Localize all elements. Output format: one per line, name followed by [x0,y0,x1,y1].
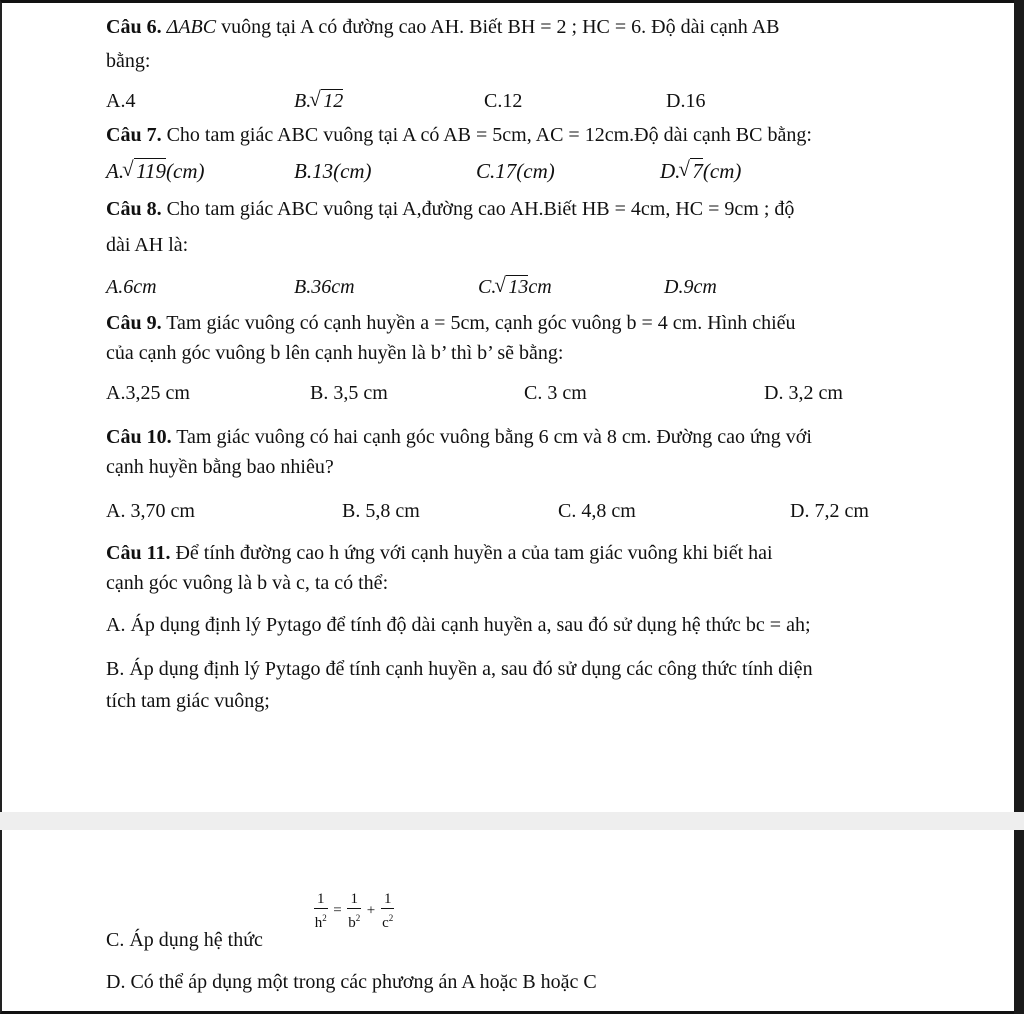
question-10-line-1 [106,425,812,449]
q11-option-d: D. Có thể áp dụng một trong các phương án A hoặc B hoặc C [106,971,597,993]
q11-option-b-line-1: B. Áp dụng định lý Pytago để tính cạnh huyền a, sau đó sử dụng các công thức tính diện [106,658,813,680]
q10-option-d: D. 7,2 cm [790,500,869,522]
q8-option-d: D.9cm [664,276,717,298]
q9-option-a: A.3,25 cm [106,382,190,404]
question-8-stem: Cho tam giác ABC vuông tại A,đường cao AH.Biết HB = 4cm, HC = 9cm ; độ [166,198,795,220]
question-10-line-2: cạnh huyền bằng bao nhiêu? [106,456,334,478]
q7-option-c: C.17(cm) [476,159,555,183]
q9-option-d: D. 3,2 cm [764,382,843,404]
q8-option-c: C.√ 13cm [478,275,552,299]
question-9-line-2: của cạnh góc vuông b lên cạnh huyền là b’ thì b’ sẽ bằng: [106,342,564,364]
q9-option-b: B. 3,5 cm [310,382,388,404]
q6-option-d: D.16 [666,90,706,112]
question-8-label: Câu 8. [106,198,162,220]
q7-option-d: D.√ 7(cm) [660,159,741,183]
q7-option-b: B.13(cm) [294,159,372,183]
q6-option-c: C.12 [484,90,523,112]
q10-option-a: A. 3,70 cm [106,500,195,522]
question-6-line-2: bằng: [106,50,151,72]
q10-option-b: B. 5,8 cm [342,500,420,522]
q8-option-a: A.6cm [106,276,157,298]
question-8-line-2: dài AH là: [106,234,189,256]
question-8-line-1 [106,197,794,221]
question-6-label: Câu 6. [106,16,162,38]
q9-option-c: C. 3 cm [524,382,587,404]
question-9-stem: Tam giác vuông có cạnh huyền a = 5cm, cạnh góc vuông b = 4 cm. Hình chiếu [166,312,796,334]
question-10-stem: Tam giác vuông có hai cạnh góc vuông bằng 6 cm và 8 cm. Đường cao ứng với [176,426,812,448]
triangle-abc: ΔABC [166,16,217,38]
question-6-stem: vuông tại A có đường cao AH. Biết BH = 2 ; HC = 6. Độ dài cạnh AB [221,16,780,38]
question-7-label: Câu 7. [106,124,162,146]
q11-option-b-line-2: tích tam giác vuông; [106,690,270,712]
question-11-line-1 [106,541,773,565]
q11-option-c-label: C. Áp dụng hệ thức [106,929,263,951]
q11-option-c-formula: $\frac{1}{h^2}$ = $\frac{1}{b^2}$ + $\frac{1}{c^2}$ [314,891,394,931]
q8-option-b: B.36cm [294,276,355,298]
q10-option-c: C. 4,8 cm [558,500,636,522]
q11-option-a: A. Áp dụng định lý Pytago để tính độ dài cạnh huyền a, sau đó sử dụng hệ thức bc = ah; [106,614,811,636]
question-9-line-1 [106,311,796,335]
document-page-2 [0,830,1014,1014]
page-gap [0,812,1024,830]
question-11-label: Câu 11. [106,542,171,564]
question-7-stem: Cho tam giác ABC vuông tại A có AB = 5cm, AC = 12cm.Độ dài cạnh BC bằng: [166,124,812,146]
question-7-line-1 [106,123,812,147]
question-6-line-1 [106,15,779,39]
question-11-line-2: cạnh góc vuông là b và c, ta có thể: [106,572,389,594]
q6-option-b: B.√ 12 [294,89,343,113]
q7-option-a: A.√ 119(cm) [106,159,205,183]
question-9-label: Câu 9. [106,312,162,334]
q6-option-a: A.4 [106,90,136,112]
question-10-label: Câu 10. [106,426,172,448]
question-11-stem: Để tính đường cao h ứng với cạnh huyền a của tam giác vuông khi biết hai [175,542,773,564]
